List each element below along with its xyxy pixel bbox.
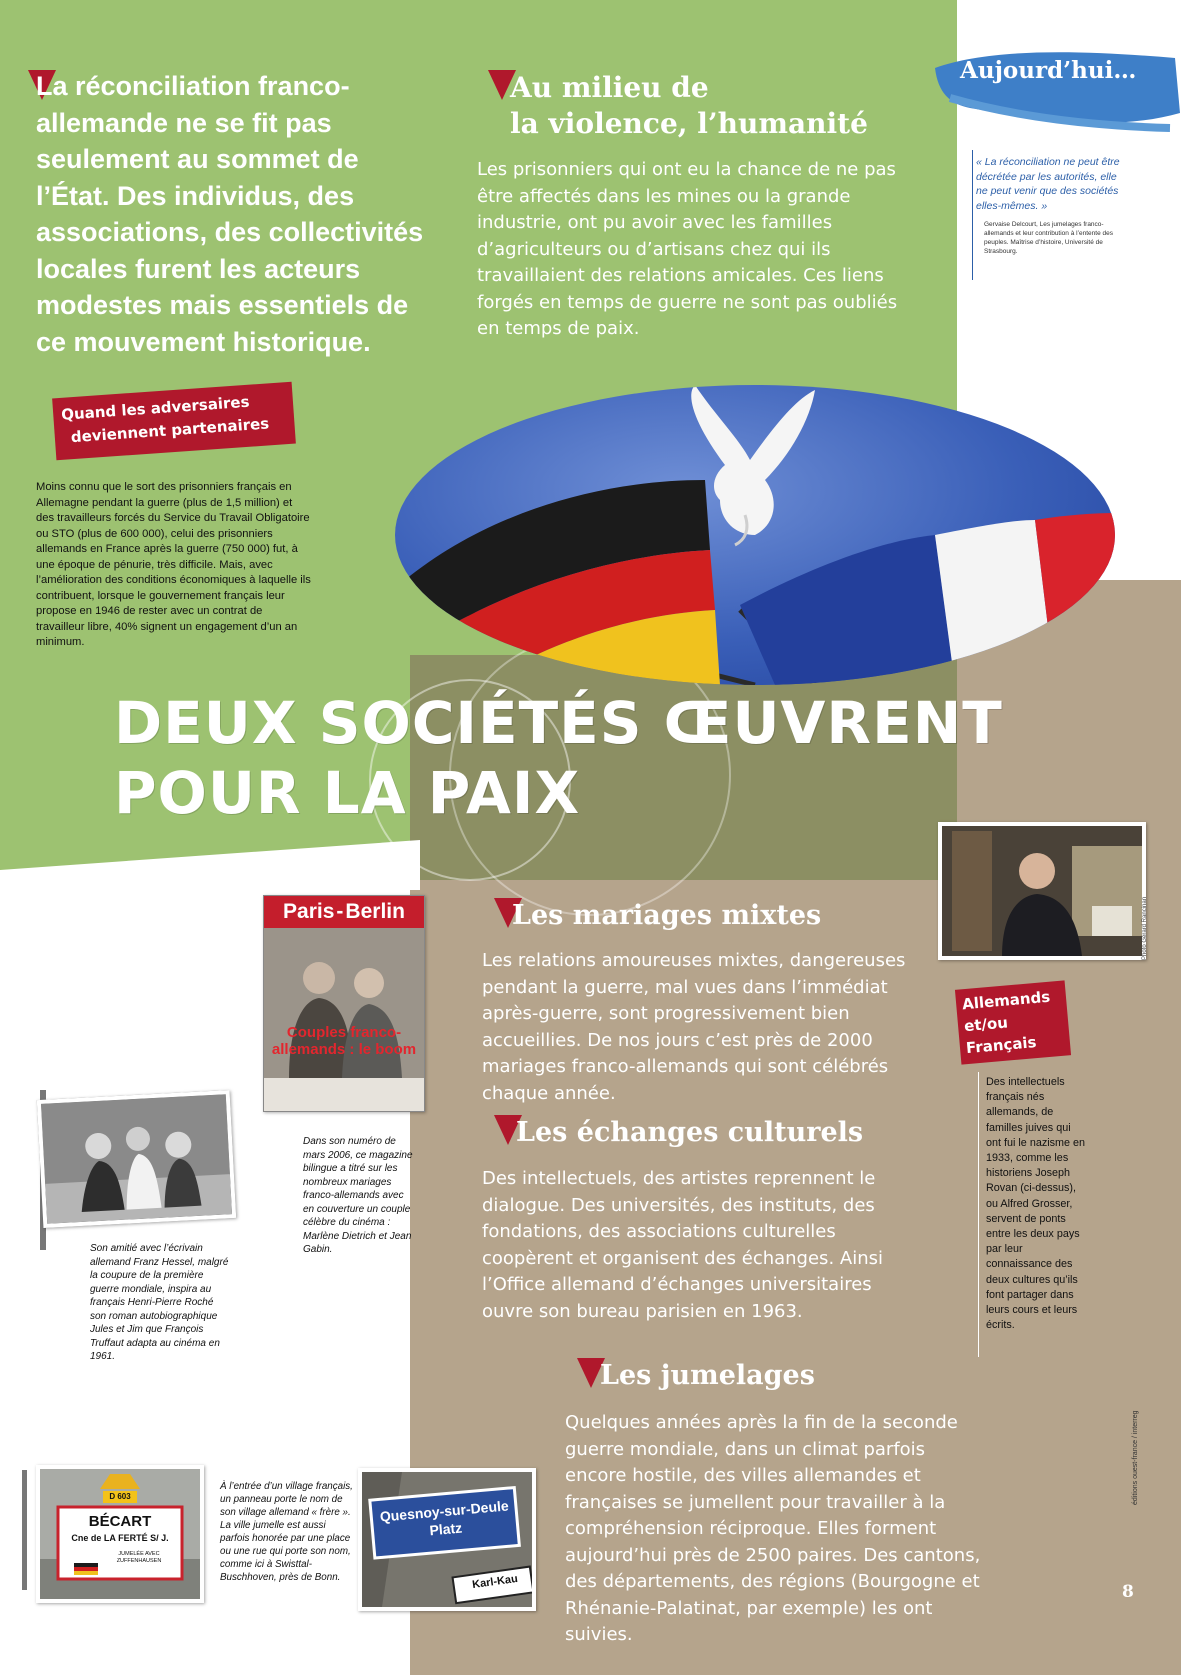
town-twin: JUMELÉE AVEC ZUFFENHAUSEN	[116, 1551, 162, 1564]
main-title	[114, 688, 1074, 828]
page-number: 8	[1122, 1582, 1134, 1602]
portrait-illustration	[942, 826, 1142, 956]
magazine-caption: Dans son numéro de mars 2006, ce magazine bilingue a titré sur les nombreux mariages franco-allemands avec en couverture un couple célèbre du cinéma : Marlène Dietrich et Jean Gabin.	[303, 1136, 413, 1255]
portrait-photo	[938, 822, 1146, 960]
mariages-text: Les relations amoureuses mixtes, dangereuses pendant la guerre, mal vues dans l’immédiat après-guerre, sont progressivement bien accueillies. De nos jours c’est près de 2000 mariages franco-allemands qui sont célébrés chaque année.	[482, 950, 906, 1104]
village-caption: À l’entrée d’un village français, un panneau porte le nom de son village allemand « frère ». La ville jumelle est aussi parfois honorée par une place ou une rue qui porte son nom, comme ici à Swisttal-Buschhoven, près de Bonn.	[220, 1481, 353, 1583]
flags-photo	[395, 385, 1115, 685]
side-credit: éditions ouest-france / interreg	[1132, 1410, 1139, 1505]
town-commune: Cne de LA FERTÉ S/ J.	[71, 1533, 169, 1543]
portrait-credit: Photo Gérard Rancinan	[1142, 896, 1148, 960]
magazine-headline: Couples franco-allemands : le boom	[271, 1024, 417, 1058]
main-title-line2: POUR LA PAIX	[114, 759, 581, 827]
adversaires-title-line1: Quand les adversaires	[60, 392, 251, 424]
quote-rule	[972, 150, 973, 280]
mariages-title: Les mariages mixtes	[512, 900, 822, 931]
adversaires-text: Moins connu que le sort des prisonniers français en Allemagne pendant la guerre (plus de 1,5 million) et des travailleurs forcés du Service du Travail Obligatoire ou STO (plus de 600 000), celui des prisonniers allemands en France après la guerre (750 000) fut, à une époque de pénurie, très difficile. Mais, avec l’amélioration des conditions économiques à laquelle ils contribuent, lorsque le gouvernement français leur propose en 1946 de rester avec un contrat de travailleur libre, 40% signent un engagement d’un an minimum.	[36, 481, 311, 648]
humanite-heading	[510, 70, 910, 142]
village-pin-bar	[22, 1470, 27, 1590]
allemands-title-line3: Français	[965, 1033, 1038, 1058]
allemands-title-line2: et/ou	[963, 1013, 1009, 1036]
flags-illustration	[395, 385, 1115, 685]
aujourdhui-source: Gervaise Delcourt, Les jumelages franco-allemands et leur contribution à l’entente des peuples. Maîtrise d’histoire, Université de Strasbourg.	[984, 221, 1113, 255]
allemands-rule	[978, 1072, 979, 1357]
magazine-photo	[264, 928, 424, 1111]
aujourdhui-quote: « La réconciliation ne peut être décrétée par les autorités, elle ne peut venir que des sociétés elles-mêmes. »	[976, 156, 1120, 212]
magazine-title-sep: -	[336, 900, 344, 923]
intro-paragraph: La réconciliation franco-allemande ne se fit pas seulement au sommet de l’État. Des individus, des associations, des collectivités locales furent les acteurs modestes mais essentiels de ce mouvement historique.	[36, 71, 424, 357]
town-name: BÉCART	[88, 1513, 152, 1530]
friendship-caption: Son amitié avec l’écrivain allemand Franz Hessel, malgré la coupure de la première guerre mondiale, inspira au français Henri-Pierre Roché son roman autobiographique Jules et Jim que François Truffaut adapta au cinéma en 1961.	[90, 1243, 229, 1362]
street-sign-text: Quesnoy-sur-Deule Platz	[379, 1497, 510, 1539]
jumelages-text: Quelques années après la fin de la seconde guerre mondiale, dans un climat parfois encore hostile, des villes allemandes et françaises se jumellent pour travailler à la compréhension réciproque. Elles forment aujourd’hui près de 2500 paires. Des cantons, des départements, des régions (Bourgogne et Rhénanie-Palatinat, par exemple) les ont suivies.	[565, 1412, 981, 1645]
humanite-title-line1: Au milieu de	[510, 71, 709, 104]
jumelages-title: Les jumelages	[600, 1360, 815, 1391]
street-sign-text-2: Karl-Kau	[471, 1572, 519, 1592]
main-title-line1: DEUX SOCIÉTÉS ŒUVRENT	[114, 689, 1003, 757]
magazine-title-right: Berlin	[345, 900, 405, 923]
allemands-banner	[955, 980, 1071, 1064]
echanges-title: Les échanges culturels	[516, 1117, 864, 1148]
village-sign-photo	[36, 1465, 204, 1603]
magazine-cover	[263, 895, 425, 1112]
adversaires-title-line2: deviennent partenaires	[70, 414, 270, 447]
magazine-masthead	[264, 896, 424, 928]
street-sign-photo	[358, 1468, 536, 1611]
humanite-title-line2: la violence, l’humanité	[510, 107, 868, 140]
friendship-photo	[37, 1090, 236, 1228]
allemands-text: Des intellectuels français nés allemands, de familles juives qui ont fui le nazisme en 1933, comme les historiens Joseph Rovan (ci-dessus), ou Alfred Grosser, servent de ponts entre les deux pays par leur connaissance des deux cultures qu’ils font partager dans leurs cours et leurs écrits.	[986, 1076, 1086, 1332]
magazine-title-left: Paris	[283, 900, 335, 923]
allemands-title-line1: Allemands	[961, 987, 1051, 1014]
friendship-illustration	[41, 1094, 232, 1224]
echanges-text: Des intellectuels, des artistes reprennent le dialogue. Des universités, des instituts, des fondations, des associations culturelles coopèrent et organisent des échanges. Ainsi l’Office allemand d’échanges universitaires ouvre son bureau parisien en 1963.	[482, 1168, 883, 1322]
blue-brush-banner	[930, 38, 1181, 138]
aujourdhui-label: Aujourd’hui…	[960, 57, 1137, 84]
road-number: D 603	[109, 1492, 131, 1501]
humanite-text: Les prisonniers qui ont eu la chance de ne pas être affectés dans les mines ou la grande industrie, ont pu avoir avec les familles d’agriculteurs ou d’artisans chez qui ils travaillaient des relations amicales. Ces liens forgés en temps de guerre ne sont pas oubliés en temps de paix.	[477, 159, 898, 339]
